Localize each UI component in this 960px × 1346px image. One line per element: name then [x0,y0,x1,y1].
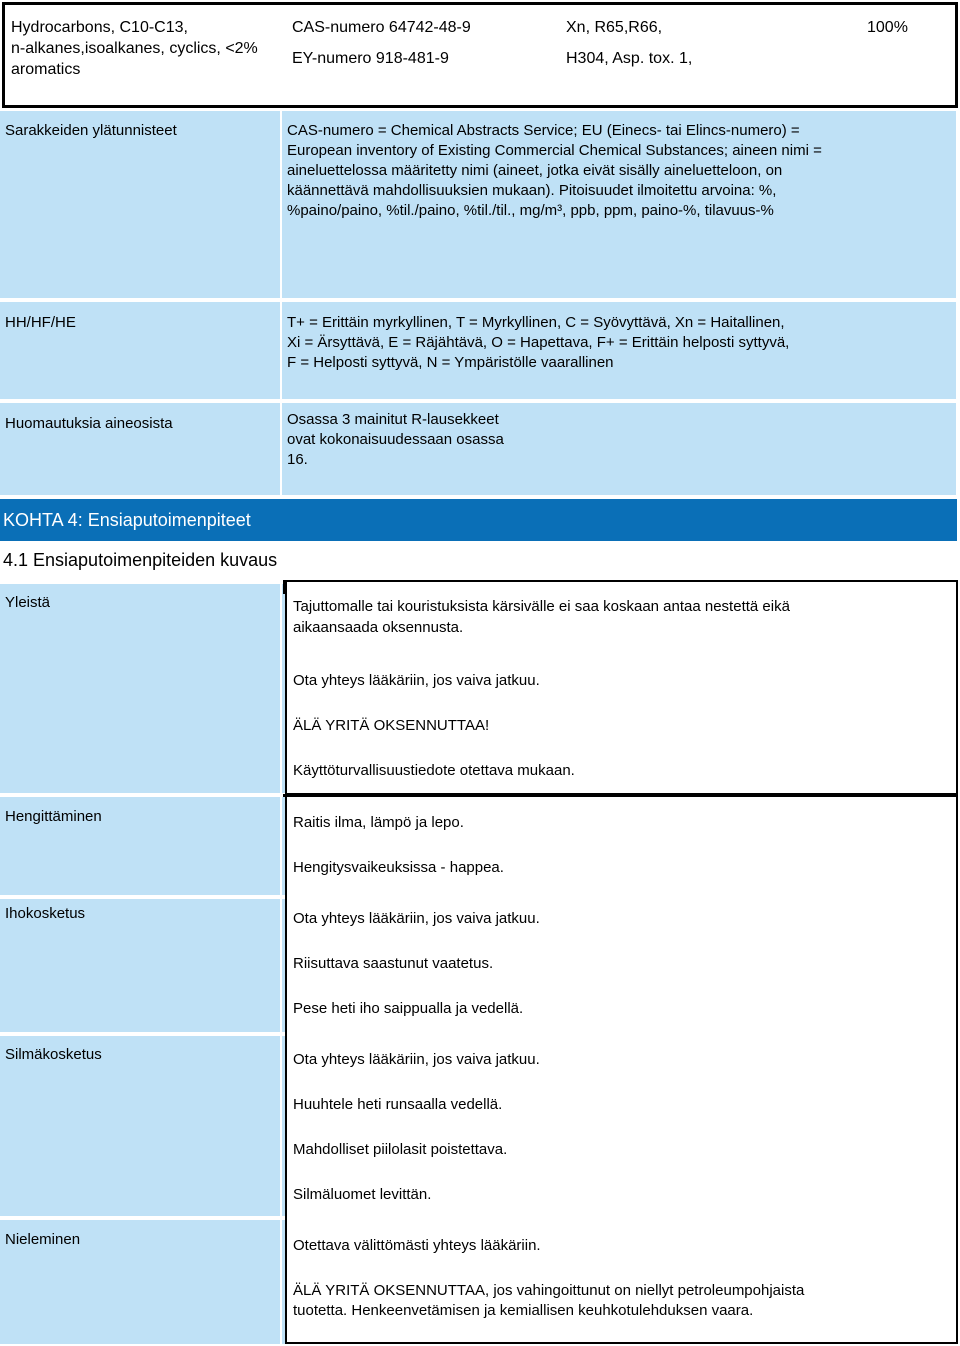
first-aid-line: Ota yhteys lääkäriin, jos vaiva jatkuu. [293,672,540,689]
first-aid-label: Nieleminen [5,1231,81,1248]
info-line: käännettävä mahdollisuuksien mukaan). Pitoisuudet ilmoitettu arvoina: %, [287,182,777,199]
info-row-label: Sarakkeiden ylätunnisteet [5,122,177,139]
first-aid-line: Ota yhteys lääkäriin, jos vaiva jatkuu. [293,1051,540,1068]
first-aid-label-cell [0,797,280,895]
ingredient-name-line: aromatics [11,61,81,78]
info-line: Xi = Ärsyttävä, E = Räjähtävä, O = Hapettava, F+ = Erittäin helposti syttyvä, [287,334,790,351]
info-line: %paino/paino, %til./paino, %til./til., mg/m³, ppb, ppm, paino-%, tilavuus-% [287,202,774,219]
info-row-label-cell [0,403,280,495]
first-aid-label: Hengittäminen [5,808,102,825]
info-line: F = Helposti syttyvä, N = Ympäristölle vaarallinen [287,354,614,371]
first-aid-line: Mahdolliset piilolasit poistettava. [293,1141,508,1158]
first-aid-line: Hengitysvaikeuksissa - happea. [293,859,504,876]
first-aid-line: Raitis ilma, lämpö ja lepo. [293,814,464,831]
first-aid-line: Silmäluomet levittän. [293,1186,432,1203]
first-aid-line: ÄLÄ YRITÄ OKSENNUTTAA, jos vahingoittunut on niellyt petroleumpohjaista [293,1282,805,1299]
first-aid-label-cell [0,899,280,1032]
first-aid-line: Ota yhteys lääkäriin, jos vaiva jatkuu. [293,910,540,927]
info-row-value [287,410,947,470]
first-aid-line: Pese heti iho saippualla ja vedellä. [293,1000,524,1017]
info-row-value [287,313,947,373]
first-aid-line: tuotetta. Henkeenvetämisen ja kemiallisen keuhkotulehduksen vaara. [293,1302,754,1319]
first-aid-line: Riisuttava saastunut vaatetus. [293,955,494,972]
ingredient-name [11,17,258,80]
first-aid-line: Käyttöturvallisuustiedote otettava mukaan. [293,762,575,779]
concentration: 100% [867,19,908,36]
info-row-label: HH/HF/HE [5,314,76,331]
info-row-label-cell [0,111,280,298]
cas-number: CAS-numero 64742-48-9 [292,19,471,36]
first-aid-line: Otettava välittömästi yhteys lääkäriin. [293,1237,541,1254]
first-aid-line: ÄLÄ YRITÄ OKSENNUTTAA! [293,717,490,734]
ingredient-table [2,2,958,108]
first-aid-label: Ihokosketus [5,905,86,922]
first-aid-label: Silmäkosketus [5,1046,102,1063]
first-aid-label-cell [0,584,280,793]
info-line: ovat kokonaisuudessaan osassa [287,431,504,448]
info-line: CAS-numero = Chemical Abstracts Service; EU (Einecs- tai Elincs-numero) = [287,122,800,139]
first-aid-line: Tajuttomalle tai kouristuksista kärsivälle ei saa koskaan antaa nestettä eikä [293,598,790,615]
info-row-label-cell [0,302,280,399]
first-aid-label: Yleistä [5,594,51,611]
info-row-label: Huomautuksia aineosista [5,415,173,432]
hazard-statement: H304, Asp. tox. 1, [566,50,693,67]
subsection-heading: 4.1 Ensiaputoimenpiteiden kuvaus [3,550,278,570]
first-aid-line: Huuhtele heti runsaalla vedellä. [293,1096,503,1113]
ingredient-name-line: Hydrocarbons, C10-C13, [11,19,188,36]
ey-number: EY-numero 918-481-9 [292,50,449,67]
first-aid-label-cell [0,1036,280,1216]
info-row-value [287,121,947,221]
info-line: aineluettelossa määritetty nimi (aineet, jotka eivät sisälly aineluetteloon, on [287,162,783,179]
info-line: Osassa 3 mainitut R-lausekkeet [287,411,499,428]
info-line: T+ = Erittäin myrkyllinen, T = Myrkyllinen, C = Syövyttävä, Xn = Haitallinen, [287,314,785,331]
section-heading: KOHTA 4: Ensiaputoimenpiteet [0,499,957,541]
ingredient-name-line: n-alkanes,isoalkanes, cyclics, <2% [11,40,258,57]
classification: Xn, R65,R66, [566,19,663,36]
info-line: 16. [287,451,308,468]
first-aid-label-cell [0,1220,280,1344]
info-line: European inventory of Existing Commercial Chemical Substances; aineen nimi = [287,142,822,159]
first-aid-line: aikaansaada oksennusta. [293,619,464,636]
